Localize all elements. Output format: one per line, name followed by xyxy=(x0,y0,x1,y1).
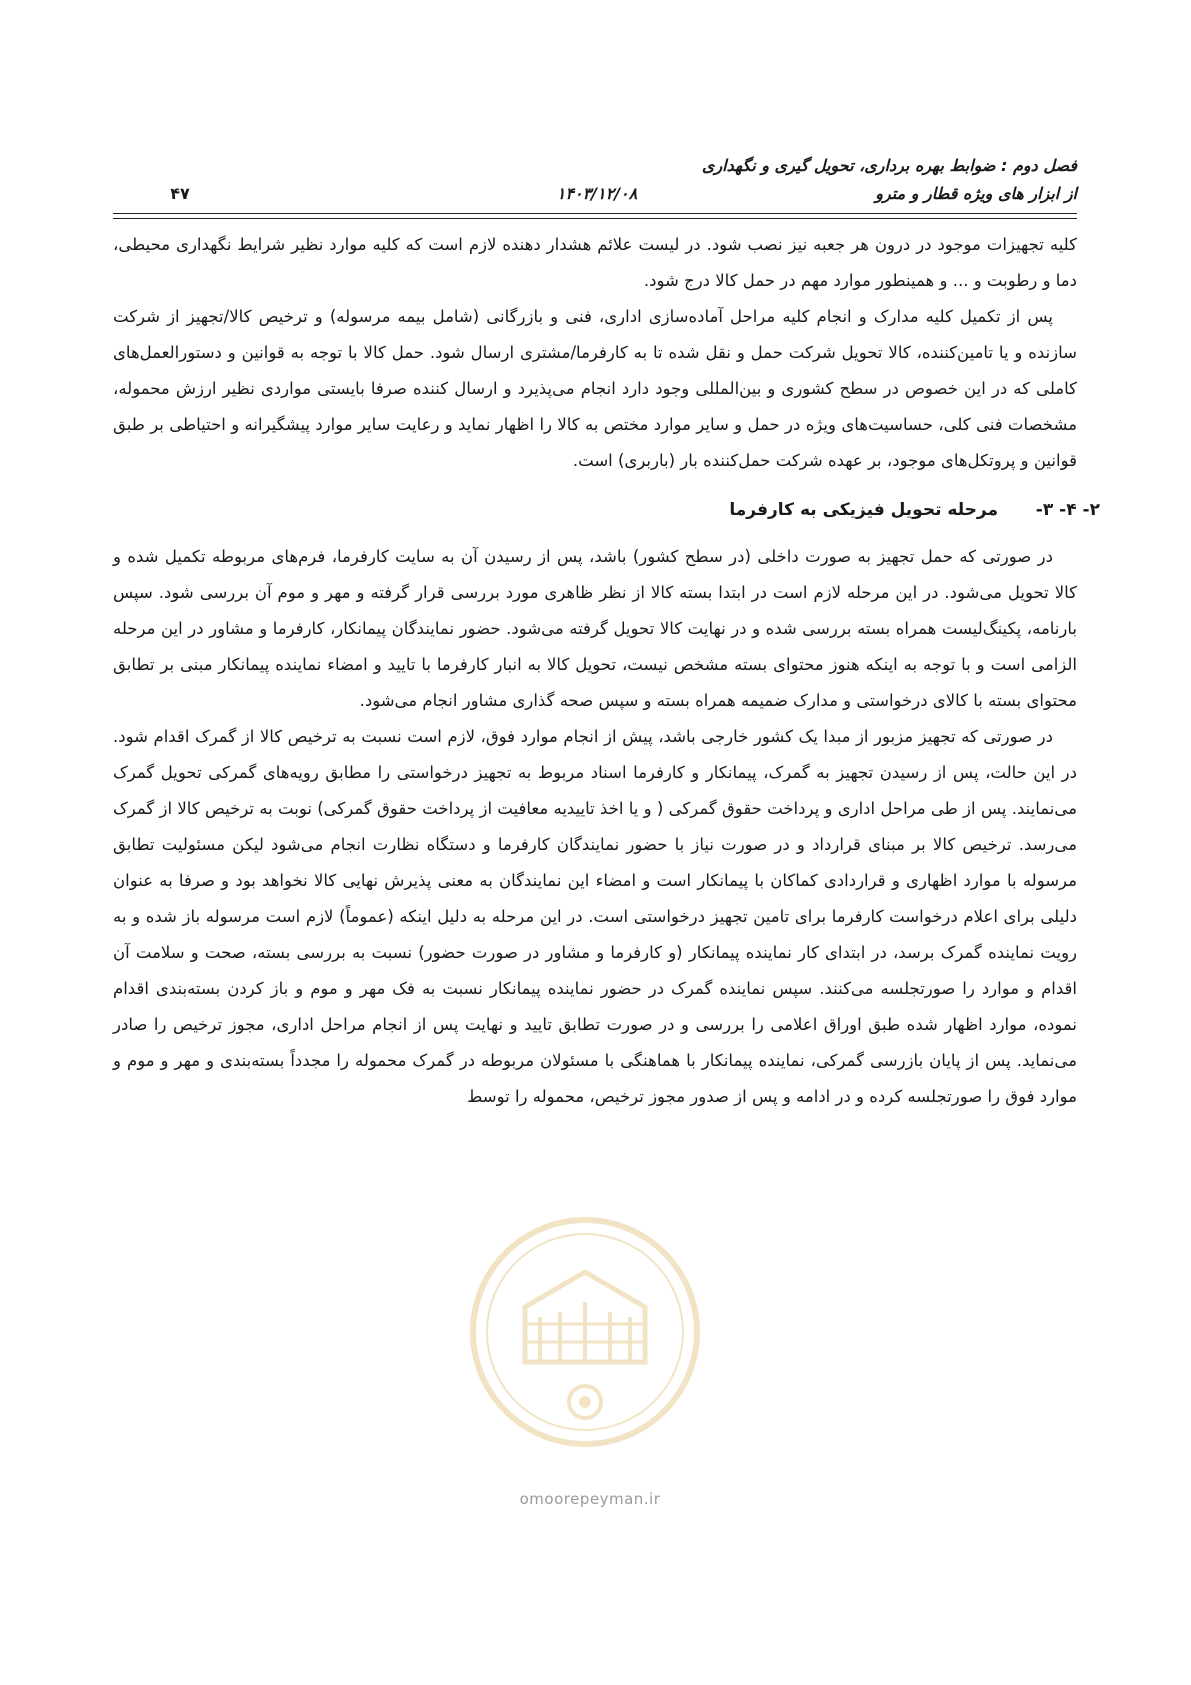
page-number: ۴۷ xyxy=(170,184,190,203)
watermark-seal-icon xyxy=(465,1212,705,1452)
watermark-url: omoorepeyman.ir xyxy=(519,1490,661,1508)
header-chapter-line: فصل دوم : ضوابط بهره برداری، تحویل گیری و نگهداری xyxy=(701,156,1077,175)
section-title: مرحله تحویل فیزیکی به کارفرما xyxy=(729,500,998,520)
header-rule-bottom xyxy=(113,218,1077,219)
header-date: ۱۴۰۳/۱۲/۰۸ xyxy=(556,184,638,203)
section-number: ۲- ۴- ۳- xyxy=(1035,500,1100,520)
header-subtitle-line: از ابزار های ویژه قطار و مترو xyxy=(875,184,1077,203)
section-heading xyxy=(113,493,1100,527)
header-rule-top xyxy=(113,213,1077,214)
paragraph-continuation: کلیه تجهیزات موجود در درون هر جعبه نیز نصب شود. در لیست علائم هشدار دهنده لازم است که کلیه موارد نظیر شرایط نگهداری محیطی، دما و رطوبت و ... و همینطور موارد مهم در حمل کالا درج شود. xyxy=(113,235,1077,290)
paragraph-customs-clearance: در صورتی که تجهیز مزبور از مبدا یک کشور خارجی باشد، پیش از انجام موارد فوق، لازم است نسبت به ترخیص کالا از گمرک اقدام شود. در این حالت، پس از رسیدن تجهیز به گمرک، پیمانکار و کارفرما اسناد مربوط به تجهیز درخواستی را مطابق رویه‌های گمرکی تحویل گمرک می‌نمایند. پس از طی مراحل اداری و پرداخت حقوق گمرکی ( و یا اخذ تاییدیه معافیت از پرداخت حقوق گمرکی) نوبت به ترخیص کالا از گمرک می‌رسد. ترخیص کالا بر مبنای قرارداد و در صورت نیاز با حضور نمایندگان کارفرما و دستگاه نظارت انجام می‌شود لیکن مسئولیت تطابق مرسوله با موارد اظهاری و قراردادی کماکان با پیمانکار است و امضاء این نمایندگان به معنی پذیرش نهایی کالا نخواهد بود و صرفا به عنوان دلیلی برای اعلام درخواست کارفرما برای تامین تجهیز درخواستی است. در این مرحله به دلیل اینکه (عموماً) لازم است مرسوله باز شده و به رویت نماینده گمرک برسد، در ابتدای کار نماینده پیمانکار (و کارفرما و مشاور در صورت حضور) نسبت به بررسی بسته، صحت و سلامت آن اقدام و موارد را صورتجلسه می‌کنند. سپس نماینده گمرک در حضور نماینده پیمانکار نسبت به فک مهر و موم و باز کردن بسته‌بندی اقدام نموده، موارد اظهار شده طبق اوراق اعلامی را بررسی و در صورت تطابق تایید و نهایت پس از انجام مراحل اداری، مجوز ترخیص را صادر می‌نماید. پس از پایان بازرسی گمرکی، نماینده پیمانکار با هماهنگی با مسئولان مربوطه در گمرک محموله را مجدداً بسته‌بندی و مهر و موم و موارد فوق را صورتجلسه کرده و در ادامه و پس از صدور مجوز ترخیص، محموله را توسط xyxy=(113,727,1077,1106)
page-body xyxy=(113,227,1100,1115)
running-header xyxy=(702,152,1077,208)
paragraph-domestic-delivery: در صورتی که حمل تجهیز به صورت داخلی (در سطح کشور) باشد، پس از رسیدن آن به سایت کارفرما، فرم‌های مربوطه تکمیل شده و کالا تحویل می‌شود. در این مرحله لازم است در ابتدا بسته کالا از نظر ظاهری مورد بررسی قرار گرفته و مهر و موم آن بررسی شود. سپس بارنامه، پکینگ‌لیست همراه بسته بررسی شده و در نهایت کالا تحویل گرفته می‌شود. حضور نمایندگان پیمانکار، کارفرما و مشاور در این مرحله الزامی است و با توجه به اینکه هنوز محتوای بسته مشخص نیست، تحویل کالا به انبار کارفرما با تایید و امضاء نماینده پیمانکار مبنی بر تطابق محتوای بسته با کالای درخواستی و مدارک ضمیمه همراه بسته و سپس صحه گذاری مشاور انجام می‌شود. xyxy=(113,547,1077,710)
paragraph-shipping: پس از تکمیل کلیه مدارک و انجام کلیه مراحل آماده‌سازی اداری، فنی و بازرگانی (شامل بیمه مرسوله) و ترخیص کالا/تجهیز از شرکت سازنده و یا تامین‌کننده، کالا تحویل شرکت حمل و نقل شده تا به کارفرما/مشتری ارسال شود. حمل کالا با توجه به قوانین و دستورالعمل‌های کاملی که در این خصوص در سطح کشوری و بین‌المللی وجود دارد انجام می‌پذیرد و ارسال کننده صرفا بایستی مواردی نظیر ارزش محموله، مشخصات فنی کلی، حساسیت‌های ویژه در حمل و سایر موارد مختص به کالا را اظهار نماید و رعایت سایر موارد پیشگیرانه و احتیاطی بر طبق قوانین و پروتکل‌های موجود، بر عهده شرکت حمل‌کننده بار (باربری) است. xyxy=(113,307,1077,470)
